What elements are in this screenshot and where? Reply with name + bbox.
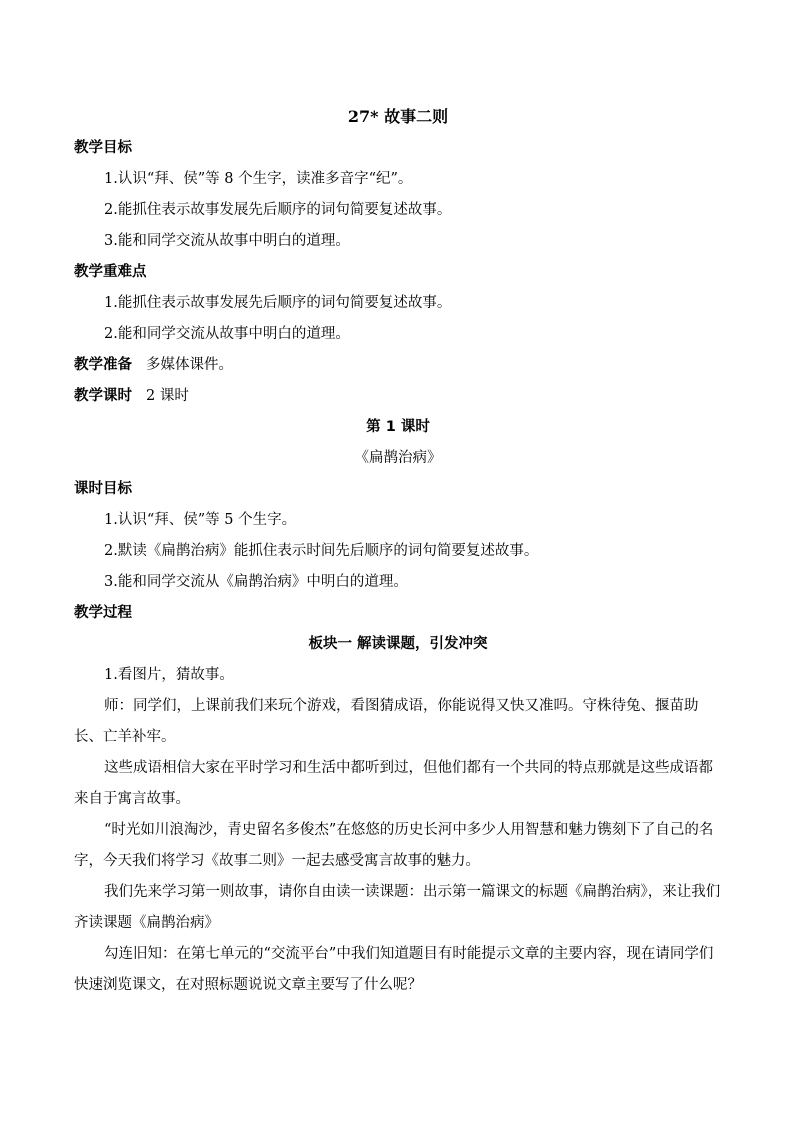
process-paragraph: 我们先来学习第一则故事，请你自由读一读课题：出示第一篇课文的标题《扁鹊治病》，来让我们齐读课题《扁鹊治病》 (74, 884, 721, 931)
process-paragraph: “时光如川浪淘沙，青史留名多俊杰”在悠悠的历史长河中多少人用智慧和魅力镌刻下了自己的名字，今天我们将学习《故事二则》一起去感受寓言故事的魅力。 (74, 822, 714, 869)
periods-label: 教学课时 (74, 388, 132, 404)
objectives-heading: 教学目标 (74, 140, 132, 156)
lesson-objective-item: 1.认识“拜、侯”等 5 个生字。 (104, 512, 297, 528)
periods-value: 2 课时 (146, 388, 189, 404)
lesson-title: 第 1 课时 (366, 419, 430, 435)
objective-item: 3.能和同学交流从故事中明白的道理。 (104, 233, 350, 249)
preparation-value: 多媒体课件。 (146, 357, 233, 373)
lesson-objective-item: 3.能和同学交流从《扁鹊治病》中明白的道理。 (104, 574, 408, 590)
preparation-label: 教学准备 (74, 357, 132, 373)
key-point-item: 2.能和同学交流从故事中明白的道理。 (104, 326, 350, 342)
key-point-item: 1.能抓住表示故事发展先后顺序的词句简要复述故事。 (104, 295, 452, 311)
process-paragraph: 这些成语相信大家在平时学习和生活中都听到过，但他们都有一个共同的特点那就是这些成语都来自于寓言故事。 (74, 760, 713, 807)
block-title: 板块一 解读课题，引发冲突 (308, 636, 488, 652)
document-page (74, 101, 722, 1001)
key-points-heading: 教学重难点 (74, 264, 147, 280)
lesson-objectives-heading: 课时目标 (74, 481, 132, 497)
periods-row (74, 381, 722, 412)
objective-item: 1.认识“拜、侯”等 8 个生字，读准多音字“纪”。 (104, 171, 413, 187)
process-paragraph: 勾连旧知：在第七单元的“交流平台”中我们知道题目有时能提示文章的主要内容，现在请同学们快速浏览课文，在对照标题说说文章主要写了什么呢？ (74, 946, 714, 993)
lesson-objective-item: 2.默读《扁鹊治病》能抓住表示时间先后顺序的词句简要复述故事。 (104, 543, 539, 559)
process-heading: 教学过程 (74, 605, 132, 621)
preparation-row (74, 350, 722, 381)
process-step: 1.看图片，猜故事。 (104, 667, 234, 683)
process-paragraph: 师：同学们，上课前我们来玩个游戏，看图猜成语，你能说得又快又准吗。守株待兔、揠苗助长、亡羊补牢。 (74, 698, 699, 745)
objective-item: 2.能抓住表示故事发展先后顺序的词句简要复述故事。 (104, 202, 452, 218)
lesson-subtitle: 《扁鹊治病》 (354, 450, 442, 466)
document-title: 27* 故事二则 (347, 107, 449, 126)
